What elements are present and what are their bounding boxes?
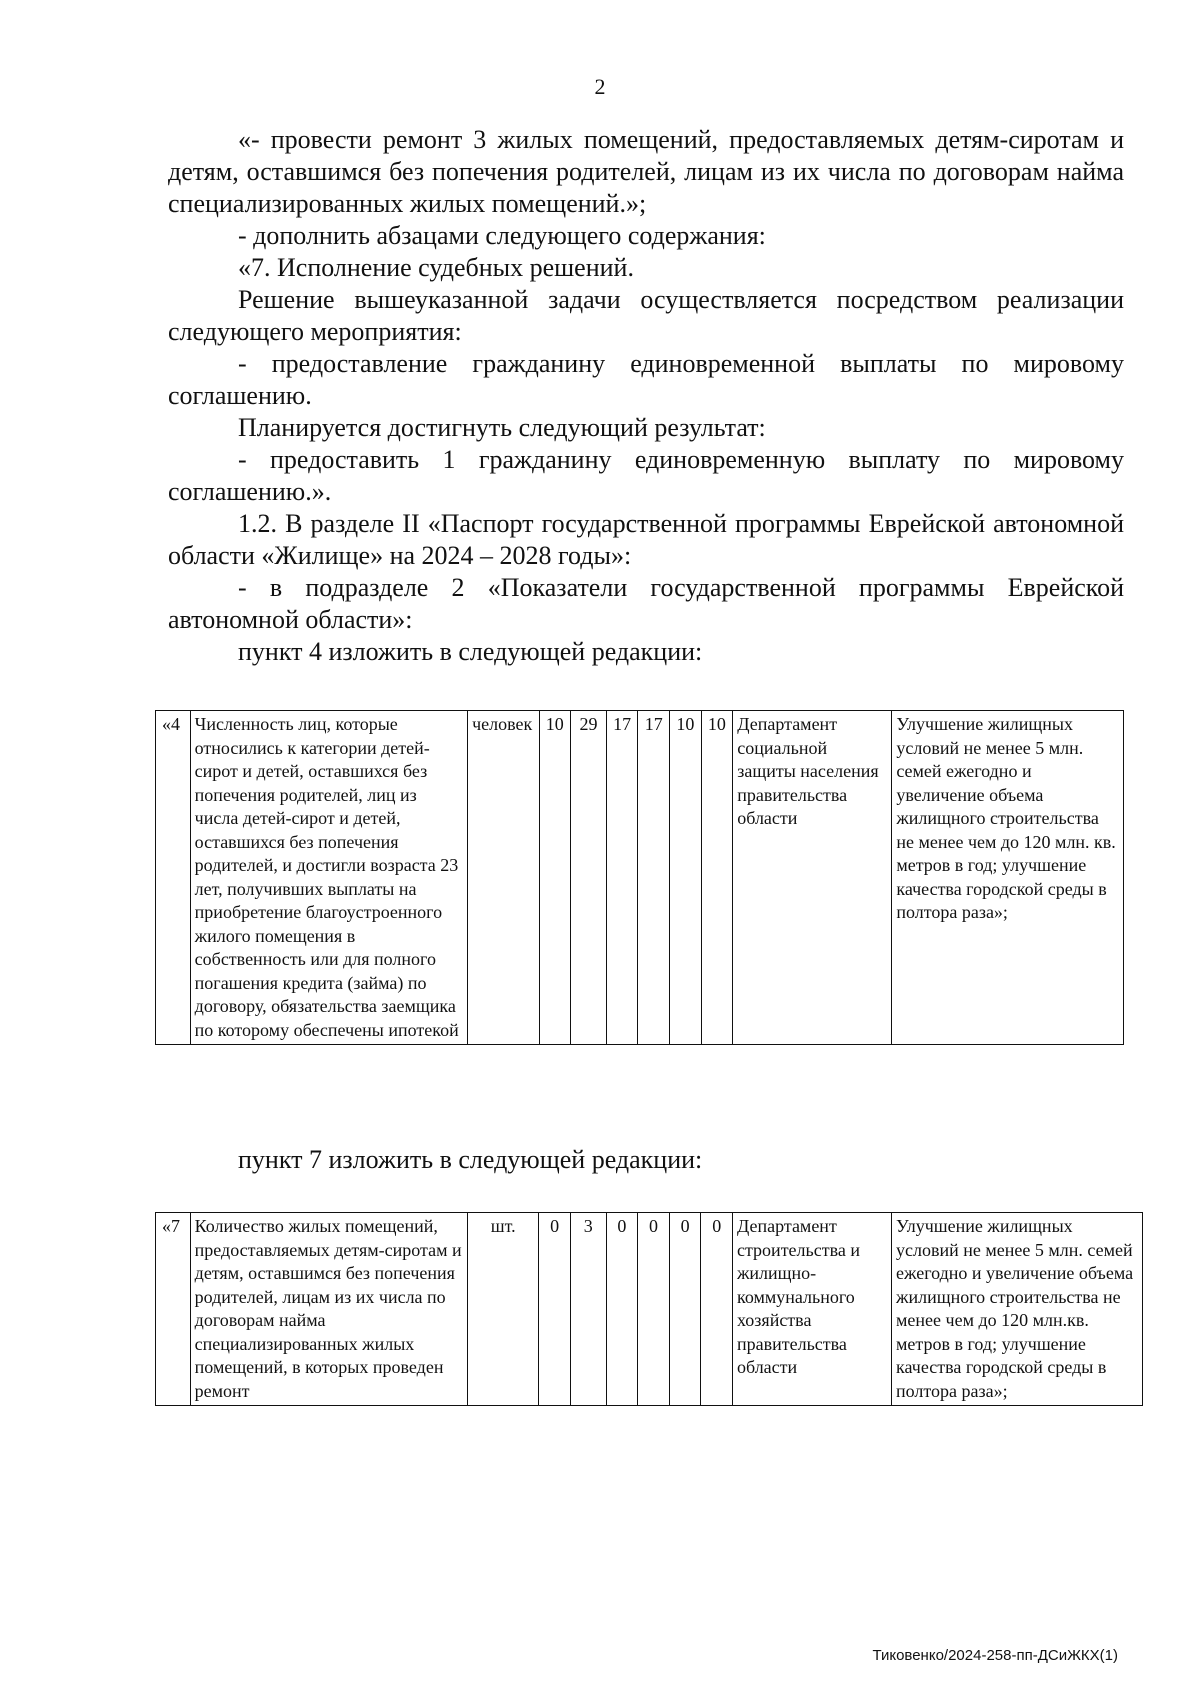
value-cell: 0 xyxy=(539,1213,571,1406)
paragraph: 1.2. В разделе II «Паспорт государственной программы Еврейской автономной области «Жилище» на 2024 – 2028 годы»: xyxy=(168,509,1124,570)
paragraph: - предоставить 1 гражданину единовременную выплату по мировому соглашению.». xyxy=(168,445,1124,506)
goal-cell: Улучшение жилищных условий не менее 5 млн. семей ежегодно и увеличение объема жилищного строительства не менее чем до 120 млн.кв. метров в год; улучшение качества городской среды в полтора раза»; xyxy=(892,1213,1143,1406)
responsible-cell: Департамент строительства и жилищно-коммунального хозяйства правительства области xyxy=(732,1213,891,1406)
unit-cell: человек xyxy=(468,711,539,1045)
value-cell: 10 xyxy=(701,711,733,1045)
paragraph: Планируется достигнуть следующий результат: xyxy=(238,413,766,442)
value-cell: 0 xyxy=(606,1213,638,1406)
page-number: 2 xyxy=(594,74,606,99)
value-cell: 29 xyxy=(571,711,607,1045)
goal-cell: Улучшение жилищных условий не менее 5 млн. семей ежегодно и увеличение объема жилищного строительства не менее чем до 120 млн. кв. метров в год; улучшение качества городской среды в полтора раза»; xyxy=(892,711,1124,1045)
paragraph: Решение вышеуказанной задачи осуществляется посредством реализации следующего мероприятия: xyxy=(168,285,1124,346)
value-cell: 0 xyxy=(701,1213,733,1406)
responsible-cell: Департамент социальной защиты населения правительства области xyxy=(733,711,892,1045)
value-cell: 0 xyxy=(638,1213,670,1406)
table-row xyxy=(156,1213,1143,1406)
indicator-table-4 xyxy=(155,710,1124,1045)
body-text xyxy=(168,124,1124,668)
indicator-name: Численность лиц, которые относились к категории детей-сирот и детей, оставшихся без попечения родителей, лиц из числа детей-сирот и детей, оставшихся без попечения родителей, и достигли возраста 23 лет, получивших выплаты на приобретение благоустроенного жилого помещения в собственность или для полного погашения кредита (займа) по договору, обязательства заемщика по которому обеспечены ипотекой xyxy=(190,711,467,1045)
paragraph: - в подразделе 2 «Показатели государственной программы Еврейской автономной области»: xyxy=(168,573,1124,634)
indicator-name: Количество жилых помещений, предоставляемых детям-сиротам и детям, оставшимся без попечения родителей, лицам из их числа по договорам найма специализированных жилых помещений, в которых проведен ремонт xyxy=(190,1213,467,1406)
row-number: «4 xyxy=(156,711,191,1045)
value-cell: 0 xyxy=(669,1213,701,1406)
row-number: «7 xyxy=(156,1213,191,1406)
table-row xyxy=(156,711,1124,1045)
document-footer: Тиковенко/2024-258-пп-ДСиЖКХ(1) xyxy=(872,1647,1118,1664)
paragraph: - дополнить абзацами следующего содержания: xyxy=(238,221,766,250)
unit-cell: шт. xyxy=(467,1213,538,1406)
indicator-table-7 xyxy=(155,1212,1143,1406)
paragraph: пункт 4 изложить в следующей редакции: xyxy=(238,637,703,666)
value-cell: 3 xyxy=(570,1213,606,1406)
paragraph: «- провести ремонт 3 жилых помещений, предоставляемых детям-сиротам и детям, оставшимся без попечения родителей, лицам из их числа по договорам найма специализированных жилых помещений.»; xyxy=(168,125,1124,218)
paragraph: - предоставление гражданину единовременной выплаты по мировому соглашению. xyxy=(168,349,1124,410)
value-cell: 10 xyxy=(670,711,702,1045)
value-cell: 17 xyxy=(606,711,638,1045)
sub-heading: пункт 7 изложить в следующей редакции: xyxy=(238,1145,703,1174)
value-cell: 17 xyxy=(638,711,670,1045)
paragraph: «7. Исполнение судебных решений. xyxy=(238,253,634,282)
value-cell: 10 xyxy=(539,711,571,1045)
